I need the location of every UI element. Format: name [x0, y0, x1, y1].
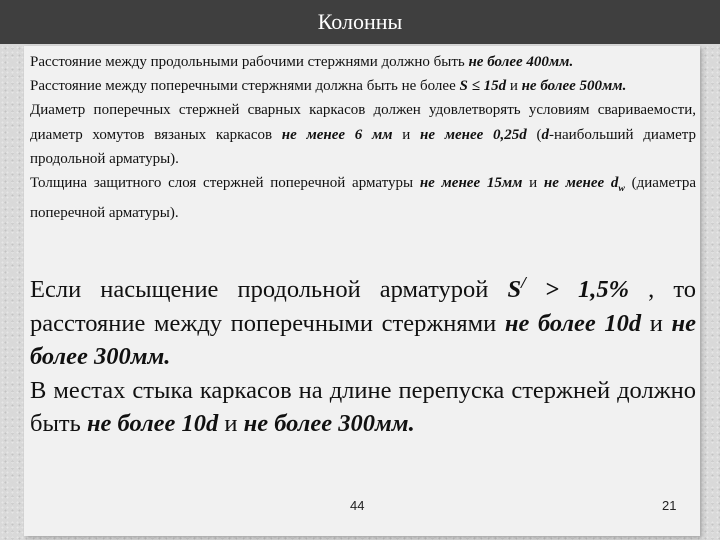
emphasis: не более 10d: [86, 410, 219, 438]
slide-title-bar: [0, 0, 720, 44]
page-number-left: 44: [350, 498, 365, 513]
symbol: S: [507, 276, 522, 304]
emphasis: не менее d: [543, 175, 619, 192]
emphasis: не более 500мм.: [521, 78, 627, 95]
text: Расстояние между продольными рабочими стержнями должно быть: [30, 54, 469, 70]
text: , то расстояние между поперечными стержнями: [30, 276, 696, 337]
paragraph-joints: [30, 374, 696, 441]
text: (: [526, 126, 542, 143]
emphasis: не менее 0,25d: [420, 126, 527, 143]
formula: > 1,5%: [525, 276, 630, 304]
text: (диаметра поперечной арматуры).: [30, 175, 697, 222]
subscript: w: [618, 183, 625, 195]
text: и: [506, 78, 522, 95]
small-text-block: [30, 50, 696, 225]
text: Диаметр поперечных стержней сварных каркасов должен удовлетворять условиям свариваемости, диаметр хомутов вязаных каркасов: [30, 102, 696, 143]
paragraph-spacing-longitudinal: [30, 50, 696, 74]
emphasis: не более 10d: [504, 309, 642, 337]
emphasis: не менее 6 мм: [281, 126, 393, 143]
text: Если насыщение продольной арматурой: [30, 276, 508, 304]
text: и: [641, 309, 672, 337]
emphasis: не более 400мм: [468, 54, 570, 70]
text: В местах стыка каркасов на длине перепуска стержней должно быть: [30, 376, 696, 438]
emphasis: не более 300мм: [243, 410, 409, 438]
text: и: [218, 410, 244, 438]
page-number-right: 21: [662, 498, 677, 513]
paragraph-cover: [30, 171, 696, 225]
text: -наибольший диаметр продольной арматуры).: [30, 126, 696, 167]
text: и: [522, 175, 544, 192]
text: и: [392, 126, 421, 143]
emphasis: не менее 15мм: [419, 175, 523, 192]
paragraph-spacing-transverse: [30, 74, 696, 98]
text: Толщина защитного слоя стержней поперечной арматуры: [30, 175, 420, 192]
text: .: [569, 54, 574, 70]
text: Расстояние между поперечными стержнями должна быть не более: [30, 78, 460, 95]
emphasis: не более 300мм.: [30, 309, 696, 371]
slide-title: Колонны: [317, 9, 403, 34]
formula: S ≤ 15d: [459, 78, 507, 95]
superscript: /: [521, 273, 526, 292]
paragraph-saturation: [30, 266, 696, 374]
symbol: d: [541, 126, 549, 143]
paragraph-diameter: [30, 98, 696, 171]
large-text-block: [30, 266, 696, 441]
text: .: [408, 410, 415, 438]
